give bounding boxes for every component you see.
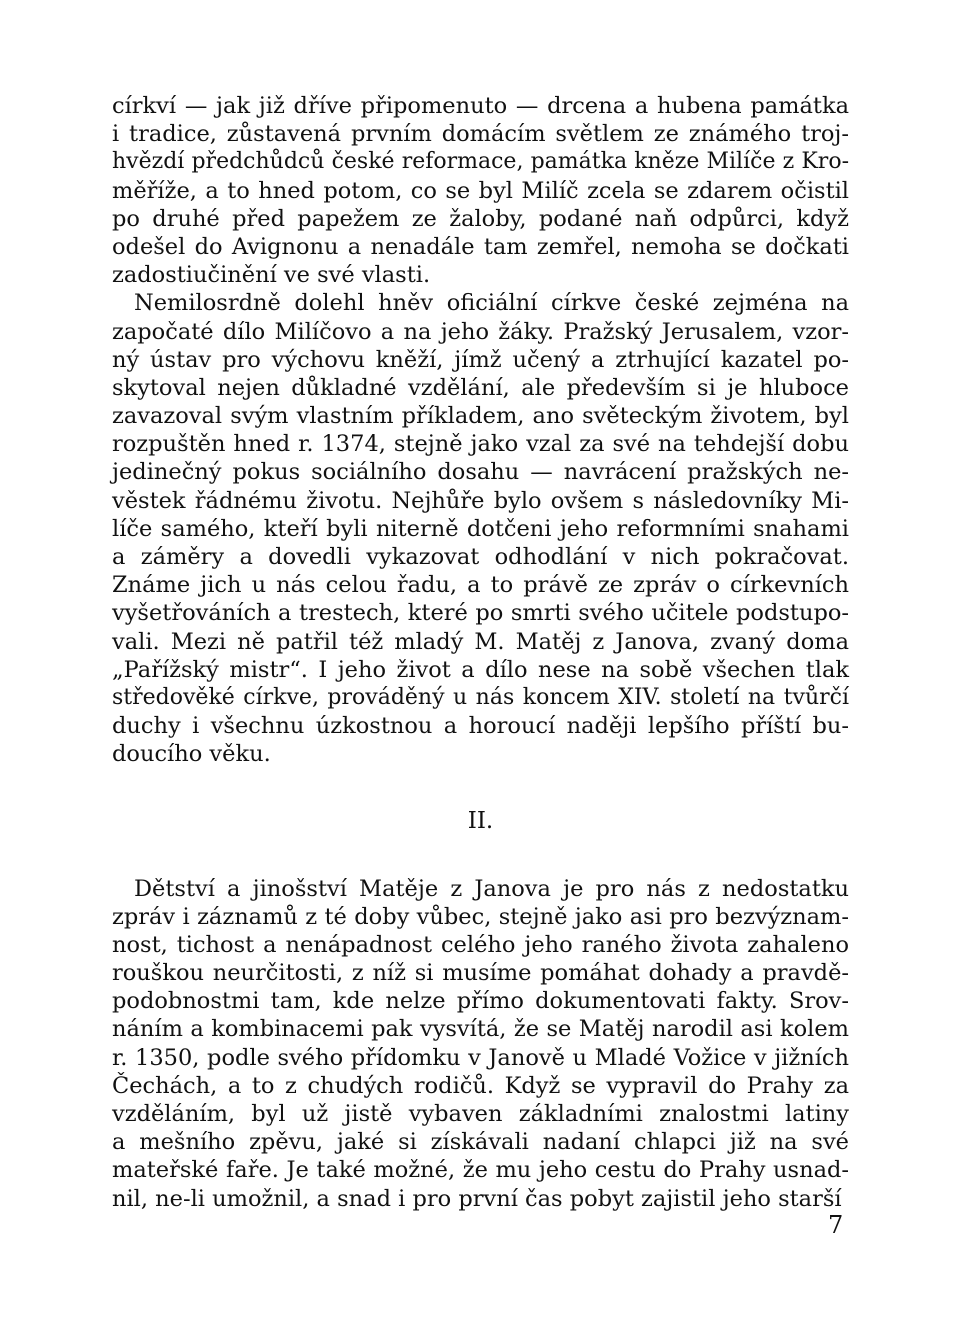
text-line: skytoval nejen důkladné vzdělání, ale především si je hluboce <box>112 374 849 401</box>
text-line: náním a kombinacemi pak vysvítá, že se Matěj narodil asi kolem <box>112 1016 849 1043</box>
text-line: zpráv i záznamů z té doby vůbec, stejně jako asi pro bezvýznam- <box>112 903 849 930</box>
text-line: zavazoval svým vlastním příkladem, ano světeckým životem, byl <box>112 403 849 430</box>
section-paragraph <box>112 875 849 1213</box>
paragraph-2 <box>112 289 849 768</box>
text-line: měříže, a to hned potom, co se byl Milíč zcela se zdarem očistil <box>112 177 849 204</box>
text-line: ný ústav pro výchovu kněží, jímž učený a ztrhující kazatel po- <box>112 346 849 373</box>
text-line: hvězdí předchůdců české reformace, památka kněze Milíče z Kro- <box>112 149 849 175</box>
section-heading: II. <box>467 807 494 834</box>
text-line: jedinečný pokus sociálního dosahu — navrácení pražských ne- <box>112 459 849 486</box>
text-line: Známe jich u nás celou řadu, a to právě ze zpráv o církevních <box>112 572 849 599</box>
text-line: nost, tichost a nenápadnost celého jeho raného života zahaleno <box>112 931 849 958</box>
text-line: „Pařížský mistr“. I jeho život a dílo nese na sobě všechen tlak <box>112 656 849 683</box>
text-line: a mešního zpěvu, jaké si získávali nadaní chlapci již na své <box>112 1129 849 1156</box>
text-line: mateřské faře. Je také možné, že mu jeho cestu do Prahy usnad- <box>112 1157 849 1184</box>
text-line: a záměry a dovedli vykazovat odhodlání v nich pokračovat. <box>112 544 849 570</box>
text-line: Nemilosrdně dolehl hněv oficiální církve české zejména na <box>134 290 849 317</box>
text-line: zadostiučinění ve své vlasti. <box>112 262 431 289</box>
text-line: Čechách, a to z chudých rodičů. Když se vypravil do Prahy za <box>112 1072 849 1099</box>
text-line: líče samého, kteří byli niterně dotčeni jeho reformními snahami <box>112 515 849 542</box>
text-line: věstek řádnému životu. Nejhůře bylo ovšem s následovníky Mi- <box>112 487 849 514</box>
text-line: i tradice, zůstavená prvním domácím světlem ze známého troj- <box>112 121 849 148</box>
text-line: vyšetřováních a trestech, které po smrti svého učitele podstupo- <box>112 600 849 627</box>
text-line: započaté dílo Milíčovo a na jeho žáky. Pražský Jerusalem, vzor- <box>112 318 849 345</box>
text-line: nil, ne-li umožnil, a snad i pro první čas pobyt zajistil jeho starší <box>112 1185 842 1212</box>
text-line: církví — jak již dříve připomenuto — drcena a hubena památka <box>112 93 849 119</box>
text-line: r. 1350, podle svého přídomku v Janově u Mladé Vožice v jižních <box>112 1044 849 1071</box>
text-line: vzděláním, byl už jistě vybaven základními znalostmi latiny <box>112 1101 849 1127</box>
text-line: odešel do Avignonu a nenadále tam zemřel, nemoha se dočkati <box>112 233 849 260</box>
text-line: Dětství a jinošství Matěje z Janova je pro nás z nedostatku <box>134 875 849 902</box>
page-number: 7 <box>828 1211 844 1239</box>
text-line: rouškou neurčitosti, z níž si musíme pomáhat dohady a pravdě- <box>112 960 849 987</box>
text-line: doucího věku. <box>112 741 271 768</box>
text-line: po druhé před papežem ze žaloby, podané naň odpůrci, když <box>112 205 849 232</box>
book-page <box>112 92 849 1213</box>
text-line: středověké církve, prováděný u nás koncem XIV. století na tvůrčí <box>112 684 849 710</box>
text-line: podobnostmi tam, kde nelze přímo dokumentovati fakty. Srov- <box>112 988 849 1015</box>
text-line: duchy i všechnu úzkostnou a horoucí naději lepšího příští bu- <box>112 713 849 740</box>
text-line: vali. Mezi ně patřil též mladý M. Matěj z Janova, zvaný doma <box>112 628 849 655</box>
paragraph-1 <box>112 92 849 289</box>
text-line: rozpuštěn hned r. 1374, stejně jako vzal za své na tehdejší dobu <box>112 431 849 458</box>
